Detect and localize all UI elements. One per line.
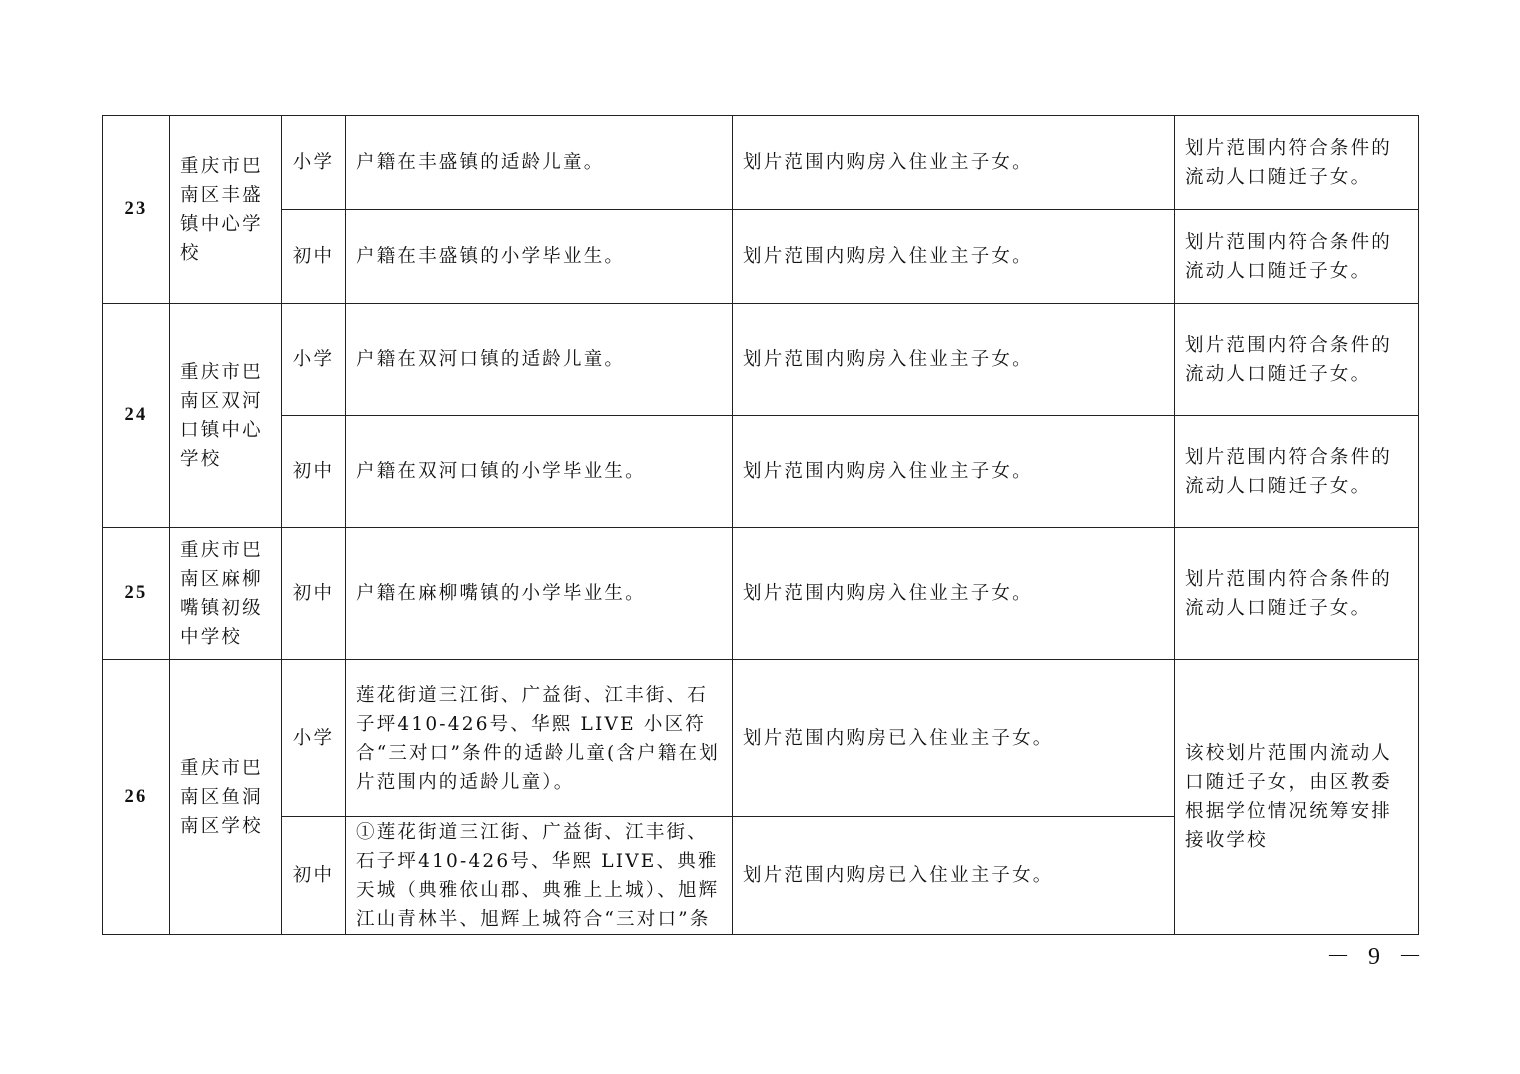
housing-criteria: 划片范围内购房入住业主子女。 [733,416,1175,528]
school-name: 重庆市巴南区双河口镇中心学校 [170,304,282,528]
school-level: 小学 [282,116,346,210]
enrollment-table [102,115,1419,935]
row-number: 25 [103,528,170,660]
table-row [103,210,1419,304]
residence-criteria: ①莲花街道三江街、广益街、江丰街、石子坪410-426号、华熙 LIVE、典雅天城（典雅依山郡、典雅上上城）、旭辉江山青林半、旭辉上城符合“三对口”条 [346,817,733,935]
residence-criteria: 户籍在丰盛镇的小学毕业生。 [346,210,733,304]
page-number: － 9 － [1326,944,1428,970]
migrant-criteria: 划片范围内符合条件的流动人口随迁子女。 [1175,304,1419,416]
table-row [103,116,1419,210]
row-number: 24 [103,304,170,528]
migrant-criteria: 划片范围内符合条件的流动人口随迁子女。 [1175,210,1419,304]
migrant-criteria: 划片范围内符合条件的流动人口随迁子女。 [1175,116,1419,210]
table-row [103,304,1419,416]
migrant-criteria: 划片范围内符合条件的流动人口随迁子女。 [1175,416,1419,528]
row-number: 23 [103,116,170,304]
housing-criteria: 划片范围内购房入住业主子女。 [733,304,1175,416]
table-row [103,416,1419,528]
table-row [103,660,1419,817]
table-row [103,528,1419,660]
school-level: 初中 [282,528,346,660]
housing-criteria: 划片范围内购房已入住业主子女。 [733,817,1175,935]
school-level: 小学 [282,304,346,416]
row-number: 26 [103,660,170,935]
housing-criteria: 划片范围内购房入住业主子女。 [733,116,1175,210]
school-name: 重庆市巴南区鱼洞南区学校 [170,660,282,935]
residence-criteria: 户籍在双河口镇的适龄儿童。 [346,304,733,416]
housing-criteria: 划片范围内购房已入住业主子女。 [733,660,1175,817]
residence-criteria: 户籍在双河口镇的小学毕业生。 [346,416,733,528]
school-name: 重庆市巴南区丰盛镇中心学校 [170,116,282,304]
residence-criteria: 户籍在丰盛镇的适龄儿童。 [346,116,733,210]
school-level: 初中 [282,210,346,304]
school-level: 初中 [282,817,346,935]
migrant-criteria: 该校划片范围内流动人口随迁子女，由区教委根据学位情况统筹安排接收学校 [1175,660,1419,935]
school-level: 初中 [282,416,346,528]
housing-criteria: 划片范围内购房入住业主子女。 [733,528,1175,660]
housing-criteria: 划片范围内购房入住业主子女。 [733,210,1175,304]
school-level: 小学 [282,660,346,817]
residence-criteria: 莲花街道三江街、广益街、江丰街、石子坪410-426号、华熙 LIVE 小区符合“三对口”条件的适龄儿童(含户籍在划片范围内的适龄儿童）。 [346,660,733,817]
school-name: 重庆市巴南区麻柳嘴镇初级中学校 [170,528,282,660]
migrant-criteria: 划片范围内符合条件的流动人口随迁子女。 [1175,528,1419,660]
residence-criteria: 户籍在麻柳嘴镇的小学毕业生。 [346,528,733,660]
